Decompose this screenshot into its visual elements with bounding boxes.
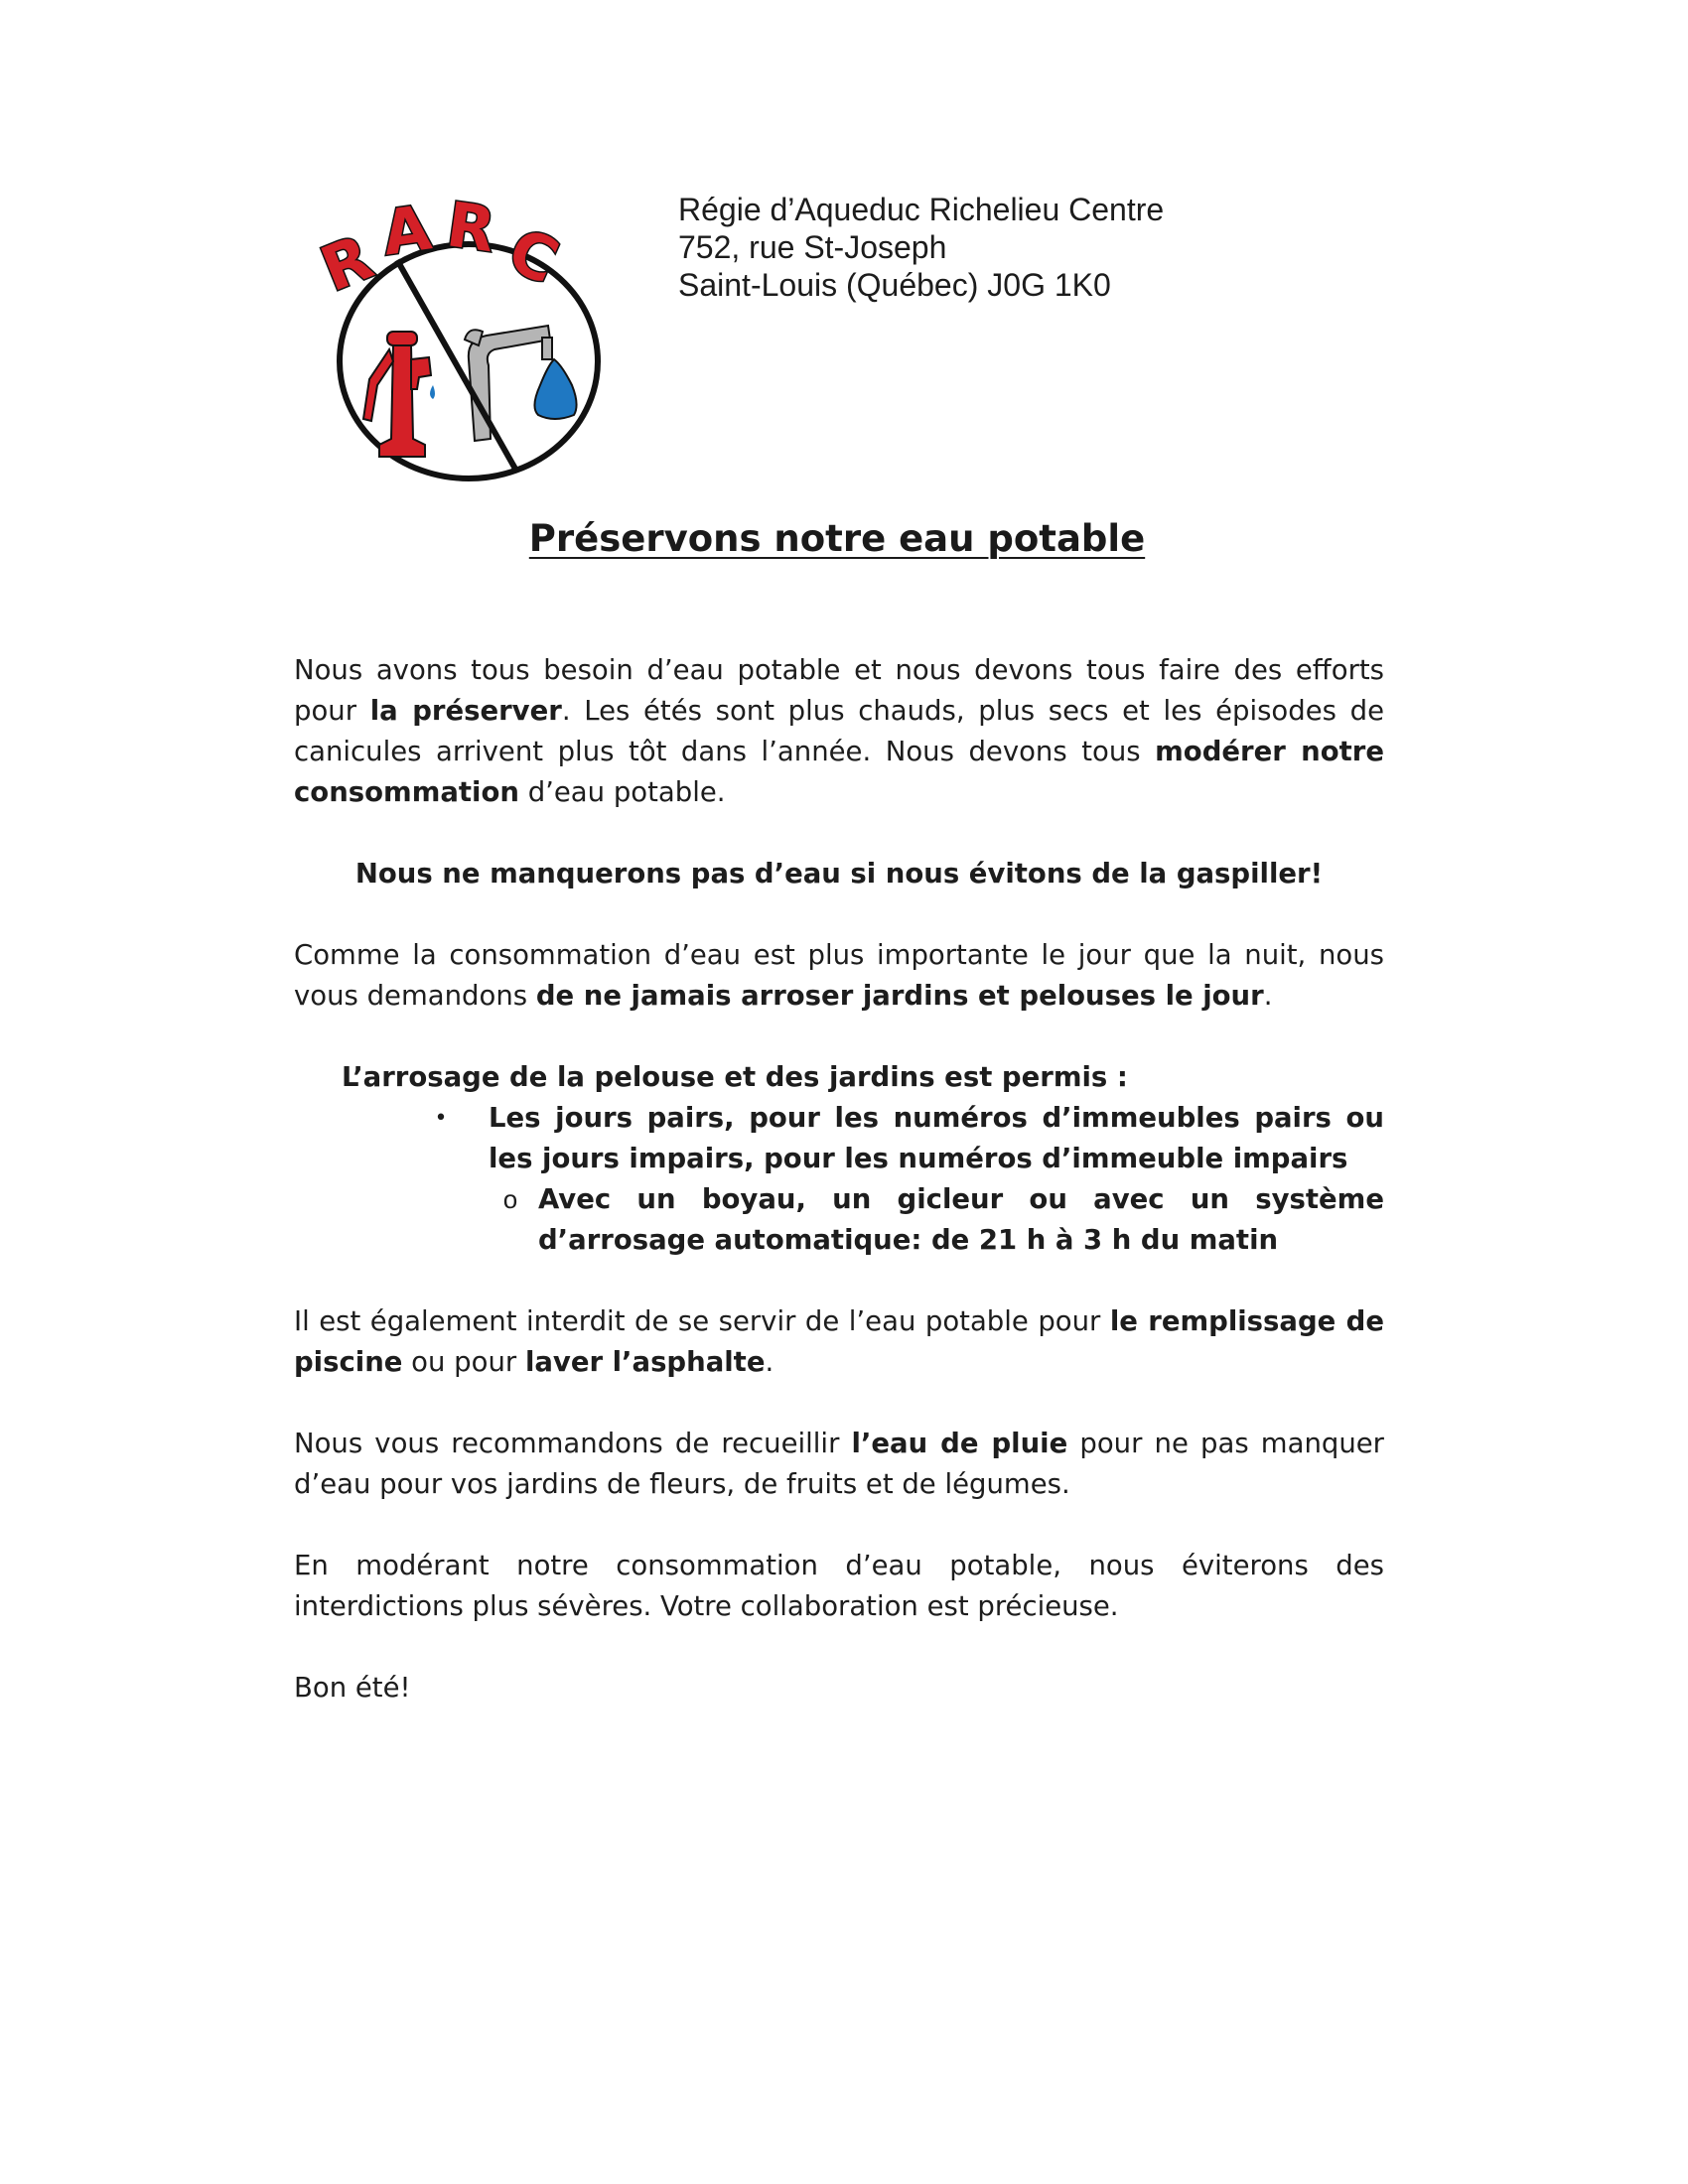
letterhead-address (678, 191, 1164, 304)
organization-name: Régie d’Aqueduc Richelieu Centre (678, 192, 1165, 227)
svg-text:C: C (497, 213, 569, 299)
faucet-icon (465, 326, 552, 441)
rainwater-paragraph: Nous vous recommandons de recueillir l’eau de pluie pour ne pas manquer d’eau pour vos jardins de fleurs, de fruits et de légumes. (294, 1428, 1384, 1500)
watering-rule-subitem (483, 1179, 1384, 1261)
rule-even-odd-days: Les jours pairs, pour les numéros d’immeubles pairs ou les jours impairs, pour les numéros d’immeuble impairs (489, 1102, 1384, 1174)
watering-rule-item (393, 1098, 1384, 1179)
water-drop-icon (534, 359, 576, 419)
page-title: Préservons notre eau potable (528, 517, 1146, 560)
watering-rules-heading: L’arrosage de la pelouse et des jardins est permis : (342, 1061, 1128, 1093)
svg-text:R: R (311, 220, 382, 306)
daytime-watering-paragraph: Comme la consommation d’eau est plus importante le jour que la nuit, nous vous demandons de ne jamais arroser jardins et pelouses le jour. (294, 939, 1384, 1012)
slogan: Nous ne manquerons pas d’eau si nous évitons de la gaspiller! (354, 858, 1324, 889)
prohibited-uses-paragraph: Il est également interdit de se servir de l’eau potable pour le remplissage de piscine ou pour laver l’asphalte. (294, 1305, 1384, 1378)
bullet-icon: • (434, 1106, 448, 1131)
rule-hours: Avec un boyau, un gicleur ou avec un système d’arrosage automatique: de 21 h à 3 h du matin (538, 1183, 1384, 1256)
svg-text:R: R (442, 188, 500, 267)
sub-bullet-icon: o (502, 1184, 518, 1214)
street-address: 752, rue St-Joseph (678, 229, 947, 265)
rarc-logo (311, 188, 618, 488)
closing-greeting: Bon été! (294, 1672, 411, 1704)
conclusion-paragraph: En modérant notre consommation d’eau potable, nous éviterons des interdictions plus sévères. Votre collaboration est précieuse. (294, 1550, 1384, 1622)
notice-body (294, 650, 1384, 1749)
intro-paragraph: Nous avons tous besoin d’eau potable et nous devons tous faire des efforts pour la préserver. Les étés sont plus chauds, plus secs et les épisodes de canicules arrivent plus tôt dans l’année. Nous devons tous modérer notre consommation d’eau potable. (294, 654, 1385, 808)
city-postal-code: Saint-Louis (Québec) J0G 1K0 (678, 267, 1111, 303)
svg-text:A: A (377, 191, 436, 270)
